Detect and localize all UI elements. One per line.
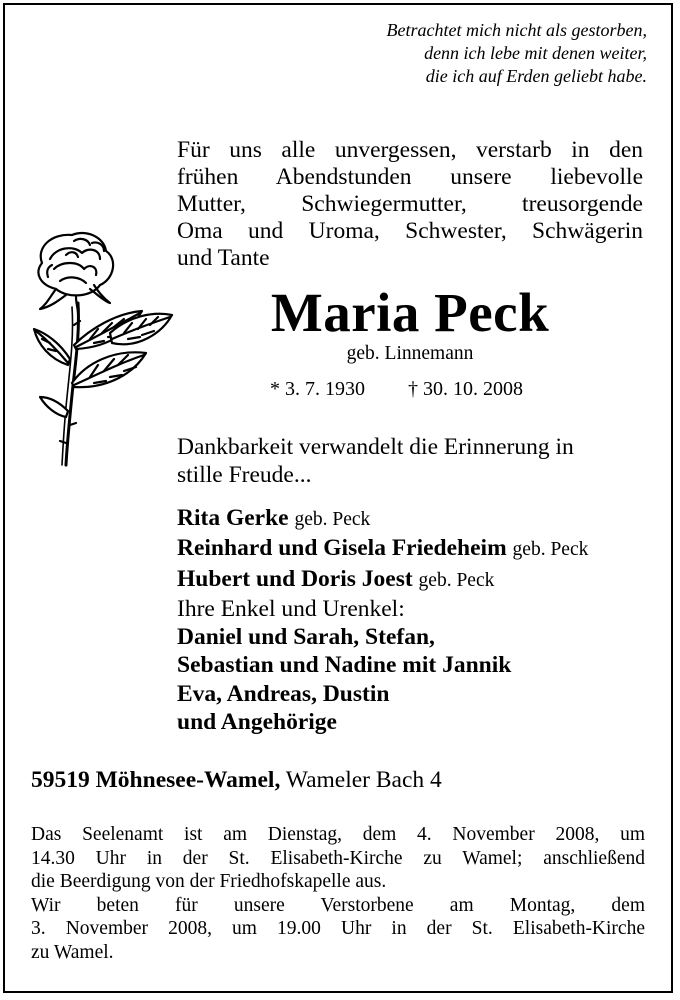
rose-icon <box>20 225 180 470</box>
mourner-entry <box>177 565 657 595</box>
mourner-name: Rita Gerke <box>177 505 289 531</box>
motto-verse <box>300 19 647 88</box>
grandchildren-line: und Angehörige <box>177 709 337 736</box>
mourner-entry <box>177 504 657 534</box>
prayer-line: 3. November 2008, um 19.00 Uhr in der St. Elisabeth-Kirche <box>31 918 645 939</box>
mourner-note: geb. Peck <box>512 539 589 561</box>
mourner-note: geb. Peck <box>294 509 371 530</box>
requiem-line: Das Seelenamt ist am Dienstag, dem 4. November 2008, um <box>31 824 645 845</box>
motto-line: Betrachtet mich nicht als gestorben, <box>386 20 647 40</box>
intro-line: Mutter, Schwiegermutter, treusorgende <box>177 191 643 217</box>
service-notes <box>31 823 645 964</box>
address <box>31 766 442 794</box>
intro-line: frühen Abendstunden unsere liebevolle <box>177 164 643 190</box>
address-place: 59519 Möhnesee-Wamel, <box>31 767 281 793</box>
mourners-list <box>177 504 657 736</box>
intro-text <box>177 137 643 272</box>
requiem-line: die Beerdigung von der Friedhofskapelle aus. <box>31 871 387 892</box>
motto-line: die ich auf Erden geliebt habe. <box>425 66 647 86</box>
quote-line: stille Freude... <box>177 462 312 488</box>
mourner-note: geb. Peck <box>418 569 495 591</box>
grandchildren-line: Daniel und Sarah, Stefan, <box>177 624 435 651</box>
life-dates <box>270 376 523 402</box>
intro-line: Oma und Uroma, Schwester, Schwägerin <box>177 218 643 244</box>
mourner-entry <box>177 534 657 564</box>
prayer-line: Wir beten für unsere Verstorbene am Montag, dem <box>31 894 645 916</box>
grandchildren-line: Eva, Andreas, Dustin <box>177 680 390 707</box>
grandchildren-line: Sebastian und Nadine mit Jannik <box>177 652 512 679</box>
prayer-line: zu Wamel. <box>31 941 114 963</box>
death-date: † 30. 10. 2008 <box>408 378 523 400</box>
address-street: Wameler Bach 4 <box>285 767 442 793</box>
maiden-name: geb. Linnemann <box>346 343 474 364</box>
grandchildren-label: Ihre Enkel und Urenkel: <box>177 595 405 622</box>
deceased-name: Maria Peck <box>270 282 550 343</box>
motto-line: denn ich lebe mit denen weiter, <box>424 43 647 63</box>
birth-date: * 3. 7. 1930 <box>270 378 365 400</box>
mourner-name: Hubert und Doris Joest <box>177 565 413 592</box>
intro-line: Für uns alle unvergessen, verstarb in den <box>177 137 643 163</box>
quote-line: Dankbarkeit verwandelt die Erinnerung in <box>177 434 574 460</box>
requiem-line: 14.30 Uhr in der St. Elisabeth-Kirche zu Wamel; anschließend <box>31 847 645 869</box>
gratitude-quote <box>177 433 643 489</box>
mourner-name: Reinhard und Gisela Friedeheim <box>177 535 507 562</box>
intro-line: und Tante <box>177 245 270 271</box>
